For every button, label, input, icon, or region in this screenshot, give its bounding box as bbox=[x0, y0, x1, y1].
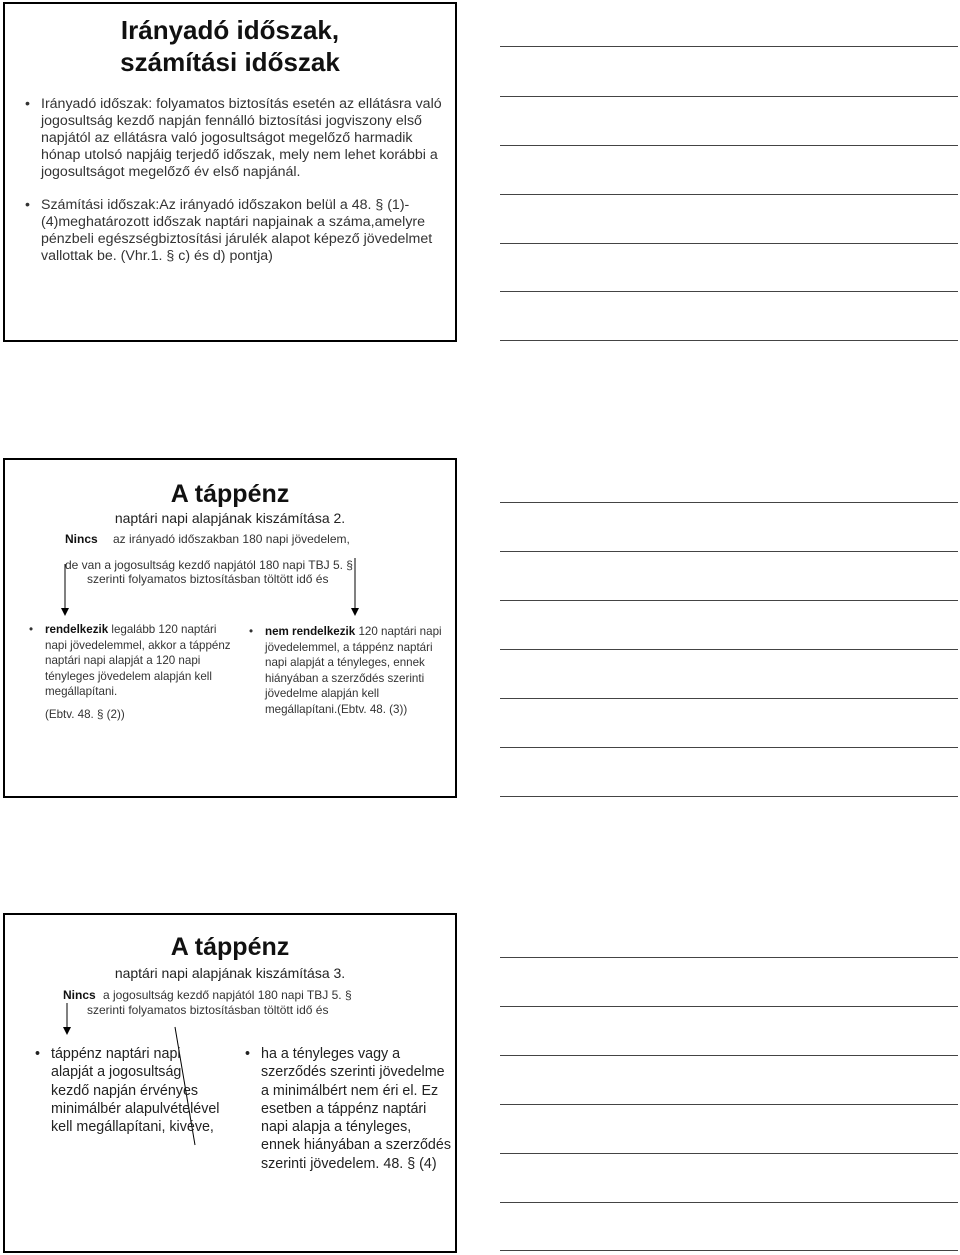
slide-1-title-line-2: számítási időszak bbox=[120, 47, 340, 77]
note-line bbox=[500, 1153, 958, 1154]
slide-2-title: A táppénz bbox=[170, 480, 290, 508]
bullet-dot: • bbox=[25, 96, 30, 112]
note-line bbox=[500, 96, 958, 97]
note-line bbox=[500, 46, 958, 47]
note-line bbox=[500, 551, 958, 552]
note-line bbox=[500, 243, 958, 244]
bullet-dot: • bbox=[25, 197, 30, 213]
slide-2-right-text: 120 naptári napi jövedelemmel, a táppénz naptári napi alapját a tényleges, ennek hiányában a szerződés szerinti jövedelme alapján kell megállapítani.(Ebtv. 48. (3)) bbox=[265, 625, 442, 716]
note-line bbox=[500, 145, 958, 146]
slide-3-line-2: szerinti folyamatos biztosításban töltött idő és bbox=[87, 1003, 329, 1017]
slide-3-right-bullet bbox=[233, 1045, 453, 1173]
bullet-dot: • bbox=[35, 1046, 41, 1062]
note-line bbox=[500, 698, 958, 699]
slide-1-bullet-2-text: Számítási időszak:Az irányadó időszakon belül a 48. § (1)-(4)meghatározott időszak naptári napjainak a száma,amelyre pénzbeli egészségbiztosítási járulék alapot képező jövedelmet vallottak be. (Vhr.1. § c) és d) pontja) bbox=[41, 197, 433, 264]
slide-3-right-text: ha a tényleges vagy a szerződés szerinti jövedelme a minimálbért nem éri el. Ez esetben a táppénz naptári napi alapja a tényleges, ennek hiányában a szerződés szerinti jövedelem. 48. § (4) bbox=[261, 1046, 451, 1172]
slide-3 bbox=[3, 913, 457, 1253]
note-line bbox=[500, 1006, 958, 1007]
slide-1-bullet-1-text: Irányadó időszak: folyamatos biztosítás esetén az ellátásra való jogosultság kezdő napján fennálló biztosítási jogviszony első napjától az ellátásra való jogosultságot megelőző harmadik hónap utolsó napjáig terjedő időszak, mely nem lehet korábbi a jogosultságot megelőző év első napjánál. bbox=[41, 96, 442, 180]
note-line bbox=[500, 747, 958, 748]
slide-2-left-text: legalább 120 naptári napi jövedelemmel, akkor a táppénz naptári napi alapját a 120 napi tényleges jövedelem alapján kell megállapítani. bbox=[45, 623, 231, 698]
slide-1 bbox=[3, 2, 457, 342]
slide-1-title bbox=[5, 14, 455, 78]
slide-1-bullet-2 bbox=[13, 197, 453, 265]
slide-2-line-3: szerinti folyamatos biztosításban töltött idő és bbox=[87, 572, 329, 586]
note-line bbox=[500, 600, 958, 601]
slide-2-line-1: az irányadó időszakban 180 napi jövedelem, bbox=[113, 532, 350, 546]
slide-2-left-ref: (Ebtv. 48. § (2)) bbox=[45, 707, 125, 721]
slide-2-left-bold: rendelkezik bbox=[45, 623, 109, 636]
slide-2 bbox=[3, 458, 457, 798]
note-line bbox=[500, 957, 958, 958]
bullet-dot: • bbox=[245, 1046, 251, 1062]
slide-1-title-line-1: Irányadó időszak, bbox=[120, 15, 340, 45]
slide-2-nincs: Nincs bbox=[65, 532, 98, 546]
slide-2-right-bold: nem rendelkezik bbox=[265, 625, 356, 638]
note-line bbox=[500, 1202, 958, 1203]
slide-3-line-1: a jogosultság kezdő napjától 180 napi TBJ 5. § bbox=[103, 988, 352, 1002]
slide-3-title: A táppénz bbox=[170, 933, 290, 961]
slide-2-subtitle: naptári napi alapjának kiszámítása 2. bbox=[114, 510, 346, 526]
note-line bbox=[500, 796, 958, 797]
slide-2-right-bullet bbox=[237, 624, 452, 717]
slide-1-bullet-1 bbox=[13, 96, 453, 181]
note-line bbox=[500, 194, 958, 195]
note-line bbox=[500, 1055, 958, 1056]
note-line bbox=[500, 649, 958, 650]
slide-3-nincs: Nincs bbox=[63, 988, 96, 1002]
note-line bbox=[500, 502, 958, 503]
slide-2-left-bullet bbox=[17, 622, 232, 722]
slide-3-left-text: táppénz naptári napi alapját a jogosultság kezdő napján érvényes minimálbér alapulvételével kell megállapítani, kivéve, bbox=[51, 1046, 220, 1136]
note-line bbox=[500, 291, 958, 292]
note-line bbox=[500, 1250, 958, 1251]
note-line bbox=[500, 1104, 958, 1105]
note-line bbox=[500, 340, 958, 341]
slide-3-left-bullet bbox=[23, 1045, 223, 1136]
bullet-dot: • bbox=[29, 623, 34, 636]
slide-3-subtitle: naptári napi alapjának kiszámítása 3. bbox=[114, 965, 346, 981]
slide-2-line-2: de van a jogosultság kezdő napjától 180 napi TBJ 5. § bbox=[65, 558, 353, 572]
bullet-dot: • bbox=[249, 625, 254, 638]
